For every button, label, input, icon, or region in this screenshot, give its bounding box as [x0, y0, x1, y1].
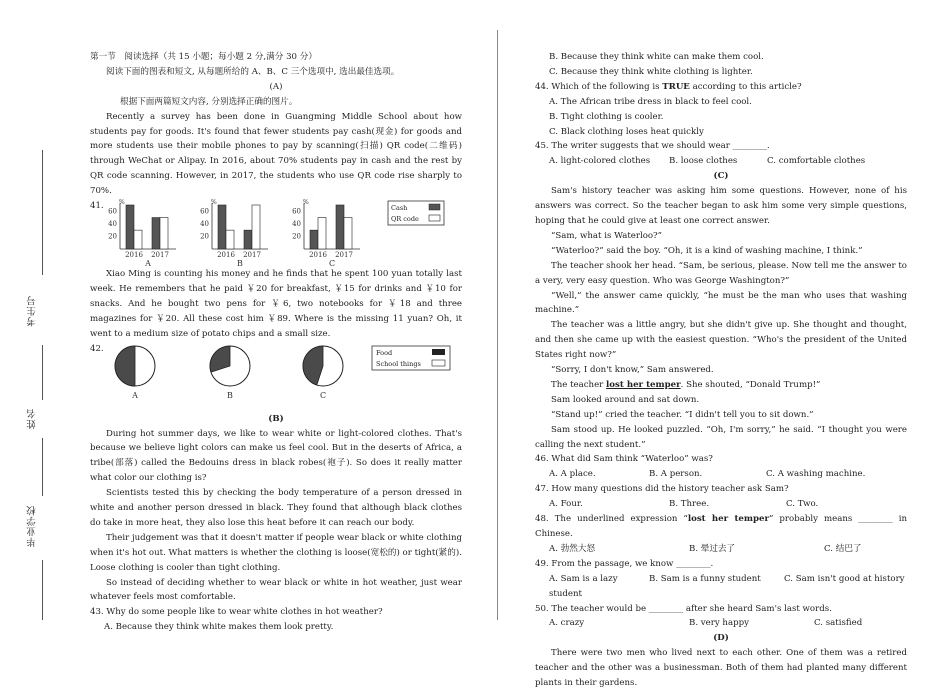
bar-qr-code — [226, 230, 234, 249]
binding-line — [42, 560, 43, 620]
panel-label: A — [132, 390, 138, 400]
passage-c3: “Waterloo?” said the boy. “Oh, it is a kind of washing machine, I think.” — [551, 245, 863, 256]
y-tick-label: 60 — [292, 207, 301, 216]
question-43: 43. Why do some people like to wear white clothes in hot weather? — [90, 607, 383, 618]
question-48 — [535, 512, 907, 542]
question-44-option-b: B. Tight clothing is cooler. — [549, 111, 664, 122]
question-44-option-c: C. Black clothing loses heat quickly — [549, 126, 704, 137]
option-c: C. satisfied — [814, 618, 863, 629]
x-tick-label: 2017 — [335, 251, 353, 260]
question-44-text: 44. Which of the following is — [535, 81, 663, 92]
bar-cash — [336, 205, 344, 249]
question-49-options — [535, 572, 907, 602]
question-49: 49. From the passage, we know ________. — [535, 558, 714, 569]
question-50-options — [535, 616, 907, 631]
passage-b3: Their judgement was that it doesn't matter if people wear black or white clothing when it's hot out. What matters is whether the clothing is loose(宽松的) or tight(紧的). Loose clothing is cooler than tight clothing. — [90, 532, 462, 573]
question-42-number: 42. — [90, 343, 104, 354]
name-label: 姓名 — [27, 408, 38, 429]
passage-c7: “Sorry, I don't know,” Sam answered. — [551, 365, 714, 376]
question-48-text-end: ” probably means ________ in Chinese. — [535, 514, 907, 539]
legend-school-label: School things — [376, 359, 421, 368]
option-b: B. Three. — [669, 499, 710, 510]
question-48-bold: lost her temper — [687, 514, 769, 525]
question-45-options — [535, 154, 907, 169]
y-tick-label: 20 — [200, 232, 209, 241]
passage-c11: Sam stood up. He looked puzzled. “Oh, I'm sorry,” he said. “I thought you were calling the next student.” — [535, 424, 907, 450]
bar-qr-code — [318, 218, 326, 249]
y-tick-label: 40 — [200, 219, 209, 228]
question-48-options — [535, 542, 907, 557]
passage-c1: Sam's history teacher was asking him some questions. However, none of his answers was correct. So the teacher began to ask him some very simple questions, hoping that he could give at least one correct answer. — [535, 186, 907, 226]
option-c: C. Two. — [786, 499, 819, 510]
option-b: B. very happy — [689, 618, 749, 629]
question-42-charts — [90, 342, 462, 412]
x-tick-label: 2016 — [217, 251, 235, 260]
legend-food-swatch — [432, 349, 445, 355]
question-50: 50. The teacher would be ________ after she heard Sam's last words. — [535, 603, 832, 614]
question-45: 45. The writer suggests that we should wear ________. — [535, 141, 770, 152]
option-c: C. Sam isn't good at history — [784, 573, 905, 584]
passage-c2: “Sam, what is Waterloo?” — [551, 230, 663, 241]
legend-qr-swatch — [429, 215, 440, 221]
binding-line — [42, 150, 43, 275]
school-label: 毕业学校 — [27, 505, 38, 547]
passage-a1: Recently a survey has been done in Guangming Middle School about how students pay for goods. It's found that fewer students pay cash(现金) for goods and more students use their mobile phones to pay by scanning(扫描) QR code(二维码) through WeChat or Alipay. In 2016, about 70% students pay in cash and the rest by QR code scanning. However, in 2017, the students who use QR code rise sharply to 70%. — [90, 111, 462, 197]
question-43-option-a: A. Because they think white makes them look pretty. — [104, 622, 334, 633]
x-tick-label: 2016 — [125, 251, 143, 260]
question-43-option-c: C. Because they think white clothing is lighter. — [549, 66, 753, 77]
legend-school-swatch — [432, 360, 445, 366]
y-tick-label: 60 — [200, 207, 209, 216]
question-48-text: 48. The underlined expression “ — [535, 514, 688, 525]
legend-qr-label: QR code — [391, 215, 419, 224]
option-a: A. Four. — [549, 499, 583, 510]
y-unit-label: % — [303, 199, 309, 207]
right-column — [535, 50, 907, 691]
panel-label: C — [328, 259, 336, 268]
y-unit-label: % — [211, 199, 217, 207]
question-47-options — [535, 497, 907, 512]
underlined-expression: lost her temper — [606, 379, 681, 390]
y-tick-label: 20 — [292, 232, 301, 241]
passage-d1: There were two men who lived next to each other. One of them was a retired teacher and the other was a businessman. Both of them had planted many different plants in their gardens. — [535, 648, 907, 689]
passage-c5: “Well,” the answer came quickly, “he must be the man who uses that washing machine.” — [535, 290, 907, 316]
bar-cash — [244, 230, 252, 249]
passage-c8-text-end: . She shouted, “Donald Trump!” — [680, 379, 821, 390]
passage-c6: The teacher was a little angry, but she didn't give up. She thought and thought, and then she came up with the easiest question. “Who's the president of the United States right now?” — [535, 320, 907, 361]
option-a: A. 勃然大怒 — [549, 543, 596, 554]
bar-cash — [152, 218, 160, 249]
binding-line — [42, 438, 43, 496]
question-41-number: 41. — [90, 201, 104, 212]
passage-c9: Sam looked around and sat down. — [551, 394, 700, 405]
panel-label: B — [227, 390, 233, 400]
option-a: A. A place. — [549, 469, 596, 480]
part-b-label: (B) — [268, 413, 284, 424]
pie-food-slice — [115, 346, 135, 386]
legend-food-label: Food — [376, 348, 393, 357]
y-tick-label: 60 — [108, 207, 117, 216]
option-b: B. Sam is a funny student — [649, 573, 761, 584]
option-a: A. crazy — [549, 618, 585, 629]
panel-label: A — [145, 259, 151, 268]
option-c: C. comfortable clothes — [767, 156, 866, 167]
bar-qr-code — [252, 205, 260, 249]
option-b: B. 晕过去了 — [689, 543, 736, 554]
option-c: C. 结巴了 — [824, 543, 862, 554]
column-divider — [497, 30, 498, 620]
question-44 — [535, 80, 907, 95]
bar-cash — [126, 205, 134, 249]
passage-b1: During hot summer days, we like to wear white or light-colored clothes. That's because we believe light colors can make us feel cool. But in the deserts of Africa, a tribe(部落) called the Bedouins dress in black robes(袍子). So does it really matter what color our clothing is? — [90, 428, 462, 484]
passage-c8-text: The teacher — [551, 379, 607, 390]
left-column — [90, 50, 462, 635]
question-46: 46. What did Sam think “Waterloo” was? — [535, 454, 713, 465]
question-46-options — [535, 467, 907, 482]
pie-chart-42 — [90, 342, 462, 412]
y-tick-label: 40 — [108, 219, 117, 228]
question-47: 47. How many questions did the history teacher ask Sam? — [535, 484, 789, 495]
part-a-label: (A) — [269, 81, 283, 92]
option-b: B. loose clothes — [669, 156, 738, 167]
x-tick-label: 2017 — [151, 251, 169, 260]
passage-c4: The teacher shook her head. “Sam, be serious, please. Now tell me the answer to a very, very easy question. Who was George Washington?” — [535, 260, 907, 286]
question-44-bold: TRUE — [662, 81, 690, 92]
y-tick-label: 40 — [292, 219, 301, 228]
option-a: A. light-colored clothes — [549, 156, 651, 167]
passage-c8 — [535, 378, 907, 393]
option-c: C. A washing machine. — [766, 469, 866, 480]
x-tick-label: 2017 — [243, 251, 261, 260]
part-d-label: (D) — [713, 633, 729, 644]
passage-c10: “Stand up!” cried the teacher. “I didn't tell you to sit down.” — [551, 409, 814, 420]
option-b: B. A person. — [649, 469, 703, 480]
passage-a2: Xiao Ming is counting his money and he finds that he spent 100 yuan totally last week. He remembers that he paid ￥20 for breakfast, ￥15 for drinks and ￥10 for snacks. And he bought two pens for ￥6, two notebooks for ￥18 and three magazines for ￥20. All these cost him ￥89. Where is the missing 11 yuan? Oh, it went to a medium size of potato chips and a small size. — [90, 269, 462, 339]
question-44-text-end: according to this article? — [689, 81, 802, 92]
legend-cash-swatch — [429, 204, 440, 210]
y-unit-label: % — [119, 199, 125, 207]
y-tick-label: 20 — [108, 232, 117, 241]
binding-strip — [0, 0, 70, 671]
legend-cash-label: Cash — [391, 204, 408, 213]
panel-label: C — [319, 390, 327, 400]
bar-qr-code — [160, 218, 168, 249]
passage-b2: Scientists tested this by checking the body temperature of a person dressed in white and another person dressed in black. They found that although black clothes do take in more heat, they also lose this heat before it can reach our body. — [90, 488, 462, 528]
x-tick-label: 2016 — [309, 251, 327, 260]
bar-cash — [218, 205, 226, 249]
bar-qr-code — [344, 218, 352, 249]
bar-chart-41 — [90, 199, 462, 267]
bar-qr-code — [134, 230, 142, 249]
question-41-charts — [90, 199, 462, 267]
binding-line — [42, 345, 43, 400]
question-43-option-b: B. Because they think white can make them cool. — [549, 52, 764, 62]
question-44-option-a: A. The African tribe dress in black to feel cool. — [549, 96, 752, 107]
panel-label: B — [237, 259, 243, 268]
instructions: 阅读下面的图表和短文, 从每题所给的 A、B、C 三个选项中, 选出最佳选项。 — [106, 66, 400, 77]
part-a-intro: 根据下面两篇短文内容, 分别选择正确的图片。 — [120, 96, 298, 107]
option-a: A. Sam is a lazy student — [549, 573, 618, 599]
part-c-label: (C) — [713, 171, 729, 182]
exam-number-label: 考生号 — [27, 295, 38, 327]
passage-b4: So instead of deciding whether to wear black or white in hot weather, just wear whatever feels most comfortable. — [90, 577, 462, 603]
section-title: 第一节 阅读选择（共 15 小题；每小题 2 分,满分 30 分） — [90, 52, 317, 62]
bar-cash — [310, 230, 318, 249]
